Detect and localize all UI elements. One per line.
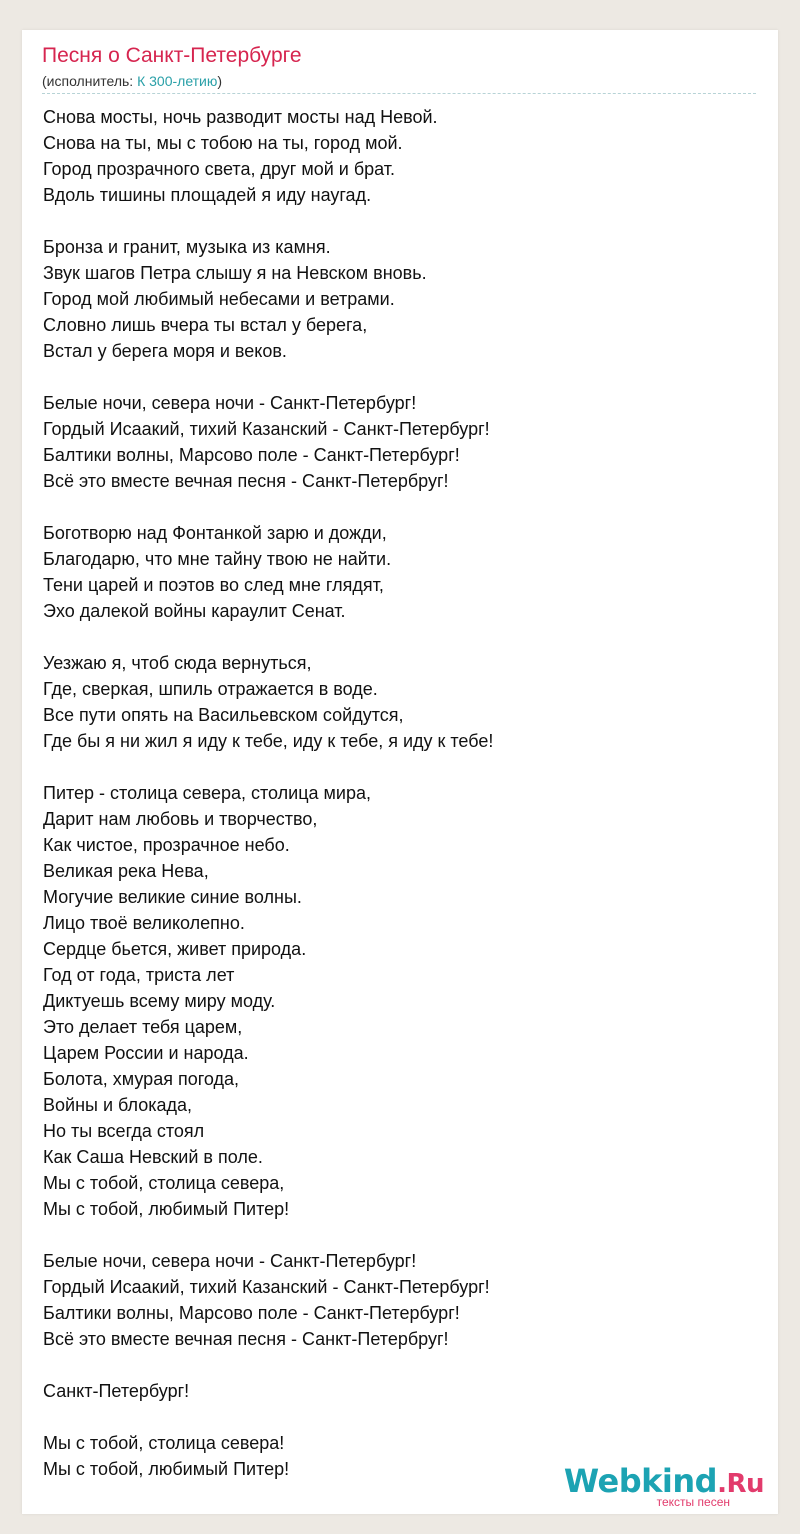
- lyrics-line: Мы с тобой, столица севера!: [43, 1433, 285, 1453]
- lyrics-stanza: [43, 104, 758, 208]
- lyrics-stanza: [43, 650, 758, 754]
- lyrics-line: Город прозрачного света, друг мой и брат.: [43, 159, 396, 179]
- lyrics-line: Питер - столица севера, столица мира,: [43, 783, 371, 803]
- lyrics-line: Словно лишь вчера ты встал у берега,: [43, 315, 368, 335]
- lyrics-line: Уезжаю я, чтоб сюда вернуться,: [43, 653, 312, 673]
- lyrics-line: Год от года, триста лет: [43, 965, 235, 985]
- artist-prefix: (исполнитель:: [42, 73, 138, 89]
- lyrics-line: Где бы я ни жил я иду к тебе, иду к тебе, я иду к тебе!: [43, 731, 494, 751]
- lyrics-line: Мы с тобой, любимый Питер!: [43, 1459, 290, 1479]
- lyrics-line: Город мой любимый небесами и ветрами.: [43, 289, 395, 309]
- lyrics-line: Дарит нам любовь и творчество,: [43, 809, 318, 829]
- lyrics-line: Мы с тобой, столица севера,: [43, 1173, 285, 1193]
- artist-suffix: ): [217, 73, 223, 89]
- lyrics-line: Бронза и гранит, музыка из камня.: [43, 237, 331, 257]
- lyrics-stanza: [43, 780, 758, 1222]
- lyrics-line: Балтики волны, Марсово поле - Санкт-Петербург!: [43, 445, 460, 465]
- artist-link[interactable]: К 300-летию: [137, 73, 218, 89]
- lyrics-line: Вдоль тишины площадей я иду наугад.: [43, 185, 372, 205]
- artist-line: [42, 73, 222, 89]
- lyrics-line: Это делает тебя царем,: [43, 1017, 243, 1037]
- lyrics-line: Как Саша Невский в поле.: [43, 1147, 263, 1167]
- lyrics-line: Царем России и народа.: [43, 1043, 249, 1063]
- lyrics-stanza: [43, 390, 758, 494]
- lyrics-line: Балтики волны, Марсово поле - Санкт-Петербург!: [43, 1303, 460, 1323]
- lyrics-line: Болота, хмурая погода,: [43, 1069, 240, 1089]
- lyrics-body: [43, 104, 758, 1508]
- lyrics-line: Белые ночи, севера ночи - Санкт-Петербург!: [43, 1251, 417, 1271]
- lyrics-line: Как чистое, прозрачное небо.: [43, 835, 290, 855]
- lyrics-line: Всё это вместе вечная песня - Санкт-Петербруг!: [43, 471, 449, 491]
- lyrics-line: Гордый Исаакий, тихий Казанский - Санкт-Петербург!: [43, 1277, 490, 1297]
- logo-tagline: тексты песен: [656, 1495, 730, 1509]
- lyrics-line: Великая река Нева,: [43, 861, 209, 881]
- lyrics-line: Могучие великие синие волны.: [43, 887, 302, 907]
- lyrics-line: Встал у берега моря и веков.: [43, 341, 287, 361]
- song-card: [22, 30, 778, 1514]
- lyrics-line: Боготворю над Фонтанкой зарю и дожди,: [43, 523, 387, 543]
- lyrics-stanza: [43, 1378, 758, 1404]
- lyrics-line: Войны и блокада,: [43, 1095, 193, 1115]
- lyrics-line: Сердце бьется, живет природа.: [43, 939, 307, 959]
- lyrics-line: Белые ночи, севера ночи - Санкт-Петербург!: [43, 393, 417, 413]
- lyrics-stanza: [43, 520, 758, 624]
- lyrics-line: Где, сверкая, шпиль отражается в воде.: [43, 679, 378, 699]
- lyrics-line: Благодарю, что мне тайну твою не найти.: [43, 549, 392, 569]
- title-divider: [42, 93, 756, 94]
- lyrics-line: Звук шагов Петра слышу я на Невском вновь.: [43, 263, 427, 283]
- lyrics-stanza: [43, 1248, 758, 1352]
- lyrics-line: Диктуешь всему миру моду.: [43, 991, 276, 1011]
- song-title: Песня о Санкт-Петербурге: [42, 44, 302, 67]
- lyrics-line: Лицо твоё великолепно.: [43, 913, 245, 933]
- logo-main-text: Webkind: [563, 1462, 718, 1500]
- lyrics-line: Всё это вместе вечная песня - Санкт-Петербруг!: [43, 1329, 449, 1349]
- lyrics-line: Тени царей и поэтов во след мне глядят,: [43, 575, 384, 595]
- lyrics-stanza: [43, 234, 758, 364]
- lyrics-line: Мы с тобой, любимый Питер!: [43, 1199, 290, 1219]
- lyrics-line: Снова на ты, мы с тобою на ты, город мой.: [43, 133, 403, 153]
- logo-tld-text: .Ru: [717, 1469, 764, 1499]
- lyrics-line: Но ты всегда стоял: [43, 1121, 205, 1141]
- lyrics-line: Гордый Исаакий, тихий Казанский - Санкт-Петербург!: [43, 419, 490, 439]
- lyrics-line: Санкт-Петербург!: [43, 1381, 190, 1401]
- webkind-logo[interactable]: [563, 1462, 770, 1509]
- lyrics-line: Снова мосты, ночь разводит мосты над Невой.: [43, 107, 438, 127]
- lyrics-line: Эхо далекой войны караулит Сенат.: [43, 601, 346, 621]
- lyrics-line: Все пути опять на Васильевском сойдутся,: [43, 705, 404, 725]
